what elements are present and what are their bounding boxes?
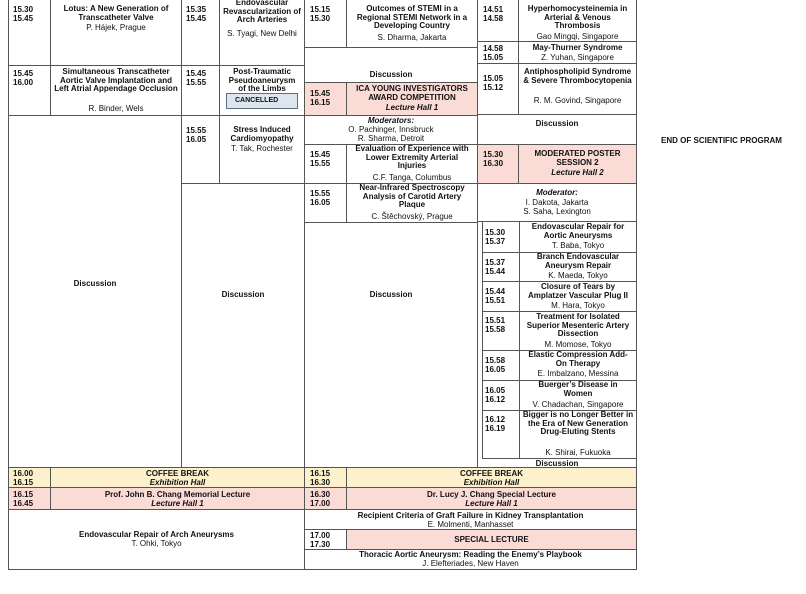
session-stemi bbox=[347, 0, 478, 48]
talk-title: Endovascular Repair for Aortic Aneurysms bbox=[531, 222, 625, 240]
poster-item-time bbox=[482, 351, 520, 381]
award-place: Lecture Hall 1 bbox=[385, 103, 439, 112]
time-end: 16.00 bbox=[13, 78, 34, 87]
time-end: 16.45 bbox=[13, 499, 34, 508]
session-apls bbox=[519, 64, 637, 115]
talk-author: S. Tyagi, New Delhi bbox=[227, 29, 297, 38]
time-start: 16.05 bbox=[485, 386, 506, 395]
chang-lecture bbox=[51, 488, 305, 510]
talk-author: C. Štěchovský, Prague bbox=[371, 212, 453, 221]
talk-title: Buerger’s Disease in Women bbox=[538, 381, 618, 398]
talk-author: V. Chadachan, Singapore bbox=[532, 400, 624, 409]
session-hyper bbox=[519, 0, 637, 42]
time-start: 16.12 bbox=[485, 415, 506, 424]
time-end: 15.45 bbox=[13, 14, 34, 23]
talk-title: Post-Traumatic Pseudoaneurysm of the Limbs bbox=[228, 67, 296, 93]
coffee-break-col3 bbox=[347, 468, 637, 488]
session-endorev bbox=[220, 0, 305, 66]
talk-author: K. Maeda, Tokyo bbox=[548, 271, 608, 280]
discussion-col3 bbox=[305, 223, 478, 468]
discussion-label: Discussion bbox=[535, 119, 579, 128]
poster-items-spacer bbox=[478, 222, 482, 459]
session-endorev-time bbox=[182, 0, 220, 66]
talk-title: May-Thurner Syndrome bbox=[532, 43, 623, 52]
discussion-col2 bbox=[182, 184, 305, 468]
time-end: 15.45 bbox=[186, 14, 207, 23]
moderator-label: Moderator: bbox=[536, 188, 578, 197]
talk-author: M. Momose, Tokyo bbox=[544, 340, 612, 349]
talk-title: Simultaneous Transcatheter Aortic Valve Implantation and Left Atrial Appendage Occlusion bbox=[54, 67, 178, 93]
session-stemi-time bbox=[305, 0, 347, 48]
ica-award-time bbox=[305, 83, 347, 116]
time-start: 15.45 bbox=[186, 69, 207, 78]
time-end: 15.37 bbox=[485, 237, 506, 246]
talk-title: Treatment for Isolated Superior Mesenteric Artery Dissection bbox=[526, 312, 630, 338]
end-of-program-label: END OF SCIENTIFIC PROGRAM bbox=[661, 136, 782, 145]
lecture-title: Dr. Lucy J. Chang Special Lecture bbox=[427, 490, 556, 499]
end-of-program-cell bbox=[637, 0, 806, 570]
poster-session bbox=[519, 145, 637, 184]
time-start: 15.35 bbox=[186, 5, 207, 14]
poster-item-time bbox=[482, 282, 520, 312]
time-end: 15.51 bbox=[485, 296, 506, 305]
poster-item-time bbox=[482, 411, 520, 459]
discussion-col4-top bbox=[478, 115, 637, 145]
time-end: 15.05 bbox=[483, 53, 504, 62]
time-end: 17.00 bbox=[310, 499, 331, 508]
poster-item bbox=[520, 222, 637, 253]
talk-author: T. Tak, Rochester bbox=[231, 144, 293, 153]
moderators-col3 bbox=[305, 116, 478, 145]
session-may bbox=[519, 42, 637, 64]
talk-title: Endovascular Revascularization of Arch Arteries bbox=[223, 0, 301, 24]
time-end: 17.30 bbox=[310, 540, 331, 549]
time-end: 16.05 bbox=[186, 135, 207, 144]
session-lotus-body bbox=[51, 0, 182, 66]
talk-title: Branch Endovascular Aneurysm Repair bbox=[536, 253, 620, 270]
poster-item bbox=[520, 411, 637, 459]
poster-item bbox=[520, 381, 637, 411]
poster-item-time bbox=[482, 253, 520, 282]
time-end: 16.30 bbox=[483, 159, 504, 168]
time-start: 15.15 bbox=[310, 5, 331, 14]
moderator-2: S. Saha, Lexington bbox=[523, 207, 591, 216]
lecture-author: J. Elefteriades, New Haven bbox=[422, 559, 519, 568]
moderator-2: R. Sharma, Detroit bbox=[357, 134, 425, 143]
talk-author: E. Imbalzano, Messina bbox=[537, 369, 619, 378]
time-end: 15.30 bbox=[310, 14, 331, 23]
time-start: 14.51 bbox=[483, 5, 504, 14]
moderators-label: Moderators: bbox=[367, 116, 415, 125]
lecture-title: Prof. John B. Chang Memorial Lecture bbox=[104, 490, 251, 499]
lecture-title: Thoracic Aortic Aneurysm: Reading the Enemy’s Playbook bbox=[359, 550, 582, 559]
time-start: 14.58 bbox=[483, 44, 504, 53]
discussion-label: Discussion bbox=[73, 279, 117, 288]
time-start: 16.15 bbox=[13, 490, 34, 499]
coffee-place: Exhibition Hall bbox=[149, 478, 206, 487]
lecture-author: T. Ohki, Tokyo bbox=[131, 539, 182, 548]
time-start: 15.58 bbox=[485, 356, 506, 365]
time-start: 15.45 bbox=[310, 150, 331, 159]
talk-title: Bigger is no Longer Better in the Era of New Generation Drug-Eluting Stents bbox=[522, 411, 634, 436]
moderator-col4 bbox=[478, 184, 637, 222]
talk-author: R. M. Govind, Singapore bbox=[533, 96, 622, 105]
session-simul bbox=[8, 66, 51, 116]
lecture-author: E. Molmenti, Manhasset bbox=[427, 520, 514, 529]
time-end: 16.15 bbox=[13, 478, 34, 487]
coffee-break-col3-time bbox=[305, 468, 347, 488]
talk-title: Outcomes of STEMI in a Regional STEMI Network in a Developing Country bbox=[356, 4, 468, 30]
session-may-time bbox=[478, 42, 519, 64]
session-nirs bbox=[347, 184, 478, 223]
talk-author: M. Hara, Tokyo bbox=[551, 301, 605, 310]
time-start: 15.44 bbox=[485, 287, 506, 296]
time-end: 15.55 bbox=[186, 78, 207, 87]
chang-lecture-time bbox=[8, 488, 51, 510]
talk-author: Gao Mingqi, Singapore bbox=[536, 32, 619, 41]
time-end: 15.55 bbox=[310, 159, 331, 168]
poster-item bbox=[520, 282, 637, 312]
time-start: 15.37 bbox=[485, 258, 506, 267]
time-end: 15.58 bbox=[485, 325, 506, 334]
talk-author: S. Dharma, Jakarta bbox=[377, 33, 447, 42]
time-start: 15.51 bbox=[485, 316, 506, 325]
lucy-lecture-time bbox=[305, 488, 347, 510]
moderator-1: I. Dakota, Jakarta bbox=[525, 198, 589, 207]
discussion-label: Discussion bbox=[221, 290, 265, 299]
poster-item bbox=[520, 253, 637, 282]
session-evalx-time bbox=[305, 145, 347, 184]
talk-title: Lotus: A New Generation of Transcatheter Valve bbox=[63, 4, 169, 22]
talk-author: T. Baba, Tokyo bbox=[551, 241, 605, 250]
session-apls-time bbox=[478, 64, 519, 115]
session-nirs-time bbox=[305, 184, 347, 223]
discussion-col3-top bbox=[305, 48, 478, 83]
lucy-lecture bbox=[347, 488, 637, 510]
award-title: ICA YOUNG INVESTIGATORS AWARD COMPETITION bbox=[356, 84, 468, 102]
time-start: 15.55 bbox=[186, 126, 207, 135]
discussion-col4-bottom bbox=[478, 459, 637, 468]
poster-item-time bbox=[482, 381, 520, 411]
coffee-title: COFFEE BREAK bbox=[145, 469, 210, 478]
time-start: 16.15 bbox=[310, 469, 331, 478]
talk-title: Near-Infrared Spectroscopy Analysis of Carotid Artery Plaque bbox=[359, 184, 465, 209]
time-start: 15.30 bbox=[483, 150, 504, 159]
coffee-break-col1-time bbox=[8, 468, 51, 488]
coffee-place: Exhibition Hall bbox=[463, 478, 520, 487]
special-title: SPECIAL LECTURE bbox=[454, 535, 529, 544]
time-end: 15.12 bbox=[483, 83, 504, 92]
session-evalx bbox=[347, 145, 478, 184]
session-hyper-time bbox=[478, 0, 519, 42]
session-simul-body bbox=[51, 66, 182, 116]
talk-author: P. Hájek, Prague bbox=[86, 23, 146, 32]
poster-item bbox=[520, 351, 637, 381]
lecture-title: Recipient Criteria of Graft Failure in Kidney Transplantation bbox=[357, 511, 584, 520]
coffee-title: COFFEE BREAK bbox=[459, 469, 524, 478]
talk-author: K. Shirai, Fukuoka bbox=[545, 448, 611, 457]
time-end: 16.05 bbox=[485, 365, 506, 374]
talk-title: Hyperhomocysteinemia in Arterial & Venous Thrombosis bbox=[527, 4, 628, 30]
time-start: 15.05 bbox=[483, 74, 504, 83]
discussion-label: Discussion bbox=[535, 459, 579, 468]
time-end: 16.05 bbox=[310, 198, 331, 207]
poster-item-time bbox=[482, 312, 520, 351]
special-lecture bbox=[347, 530, 637, 550]
discussion-label: Discussion bbox=[369, 290, 413, 299]
time-start: 15.55 bbox=[310, 189, 331, 198]
session-ptpa-time bbox=[182, 66, 220, 116]
talk-author: C.F. Tanga, Columbus bbox=[372, 173, 452, 182]
time-start: 16.00 bbox=[13, 469, 34, 478]
lecture-place: Lecture Hall 1 bbox=[151, 499, 204, 508]
poster-title: MODERATED POSTER SESSION 2 bbox=[534, 149, 621, 167]
poster-item-time bbox=[482, 222, 520, 253]
cancelled-badge: CANCELLED bbox=[226, 93, 298, 109]
talk-title: Antiphospholipid Syndrome & Severe Thrombocytopenia bbox=[523, 67, 632, 85]
talk-title: Elastic Compression Add-On Therapy bbox=[528, 351, 628, 368]
discussion-label: Discussion bbox=[369, 70, 413, 79]
time-start: 16.30 bbox=[310, 490, 331, 499]
time-start: 15.30 bbox=[13, 5, 34, 14]
time-end: 16.19 bbox=[485, 424, 506, 433]
poster-place: Lecture Hall 2 bbox=[551, 168, 604, 177]
moderator-1: O. Pachinger, Innsbruck bbox=[348, 125, 434, 134]
ica-award bbox=[347, 83, 478, 116]
lecture-title: Endovascular Repair of Arch Aneurysms bbox=[78, 530, 234, 539]
time-end: 14.58 bbox=[483, 14, 504, 23]
talk-title: Evaluation of Experience with Lower Extremity Arterial Injuries bbox=[355, 145, 469, 170]
time-start: 17.00 bbox=[310, 531, 331, 540]
poster-item bbox=[520, 312, 637, 351]
session-stress bbox=[220, 116, 305, 184]
discussion-col1 bbox=[8, 116, 182, 468]
talk-author: Z. Yuhan, Singapore bbox=[541, 53, 614, 62]
talk-title: Closure of Tears by Amplatzer Vascular Plug II bbox=[527, 282, 629, 300]
time-end: 16.30 bbox=[310, 478, 331, 487]
coffee-break-col1 bbox=[51, 468, 305, 488]
talk-title: Stress Induced Cardiomyopathy bbox=[230, 125, 294, 143]
session-ptpa bbox=[220, 66, 305, 116]
kidney-lecture bbox=[305, 510, 637, 530]
time-end: 16.12 bbox=[485, 395, 506, 404]
time-end: 15.44 bbox=[485, 267, 506, 276]
poster-session-time bbox=[478, 145, 519, 184]
time-start: 15.45 bbox=[13, 69, 34, 78]
arch-aneurysm-lecture bbox=[8, 510, 305, 570]
time-end: 16.15 bbox=[310, 98, 331, 107]
time-start: 15.45 bbox=[310, 89, 331, 98]
special-lecture-time bbox=[305, 530, 347, 550]
lecture-place: Lecture Hall 1 bbox=[465, 499, 518, 508]
talk-author: R. Binder, Wels bbox=[88, 104, 144, 113]
time-start: 15.30 bbox=[485, 228, 506, 237]
thoracic-lecture bbox=[305, 550, 637, 570]
session-lotus bbox=[8, 0, 51, 66]
session-stress-time bbox=[182, 116, 220, 184]
